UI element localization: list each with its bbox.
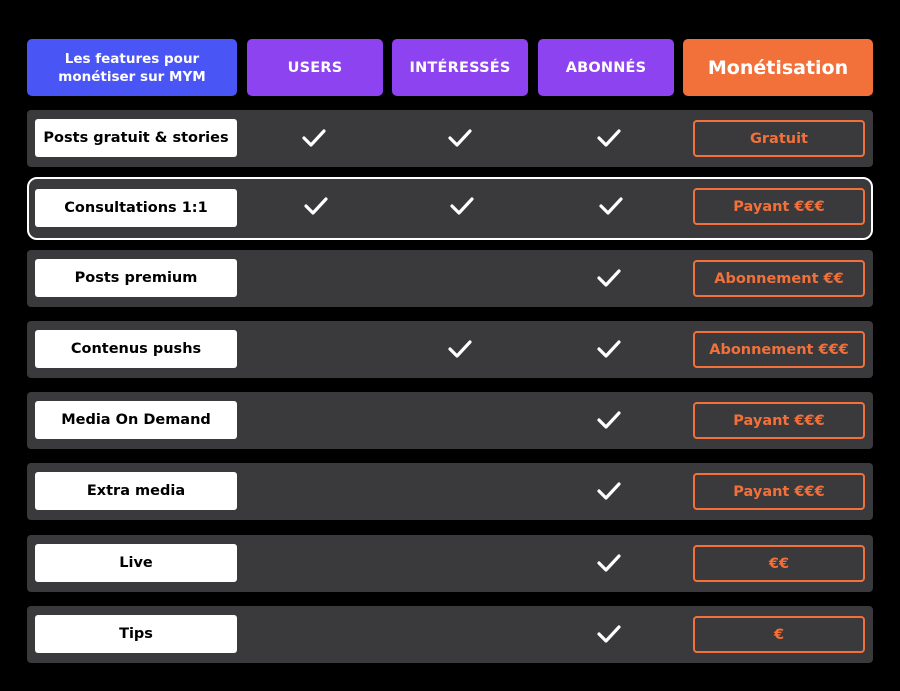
monetisation-badge: €€ bbox=[693, 545, 865, 582]
feature-label: Media On Demand bbox=[35, 401, 237, 439]
feature-label: Live bbox=[35, 544, 237, 582]
monetisation-badge: Abonnement €€ bbox=[693, 260, 865, 297]
monetisation-badge: Abonnement €€€ bbox=[693, 331, 865, 368]
checkmark-icon bbox=[596, 623, 622, 645]
monetisation-badge: Payant €€€ bbox=[693, 473, 865, 510]
checkmark-icon bbox=[596, 409, 622, 431]
checkmark-icon bbox=[301, 127, 327, 149]
monetisation-badge: Gratuit bbox=[693, 120, 865, 157]
monetisation-badge: € bbox=[693, 616, 865, 653]
header-users: USERS bbox=[247, 39, 383, 96]
monetisation-badge: Payant €€€ bbox=[693, 188, 865, 225]
checkmark-icon bbox=[596, 338, 622, 360]
table-row bbox=[27, 606, 873, 663]
header-interesses: INTÉRESSÉS bbox=[392, 39, 528, 96]
checkmark-icon bbox=[303, 195, 329, 217]
checkmark-icon bbox=[447, 127, 473, 149]
table-row bbox=[27, 110, 873, 167]
monetisation-badge: Payant €€€ bbox=[693, 402, 865, 439]
table-row bbox=[27, 250, 873, 307]
checkmark-icon bbox=[596, 480, 622, 502]
feature-label: Posts premium bbox=[35, 259, 237, 297]
feature-label: Tips bbox=[35, 615, 237, 653]
feature-label: Extra media bbox=[35, 472, 237, 510]
header-monetisation: Monétisation bbox=[683, 39, 873, 96]
feature-label: Posts gratuit & stories bbox=[35, 119, 237, 157]
table-row bbox=[27, 321, 873, 378]
feature-label: Consultations 1:1 bbox=[35, 189, 237, 227]
checkmark-icon bbox=[598, 195, 624, 217]
header-features: Les features pour monétiser sur MYM bbox=[27, 39, 237, 96]
checkmark-icon bbox=[449, 195, 475, 217]
table-row bbox=[27, 535, 873, 592]
table-row bbox=[27, 177, 873, 240]
checkmark-icon bbox=[596, 127, 622, 149]
table-row bbox=[27, 463, 873, 520]
feature-label: Contenus pushs bbox=[35, 330, 237, 368]
checkmark-icon bbox=[596, 267, 622, 289]
header-abonnes: ABONNÉS bbox=[538, 39, 674, 96]
checkmark-icon bbox=[596, 552, 622, 574]
checkmark-icon bbox=[447, 338, 473, 360]
table-row bbox=[27, 392, 873, 449]
